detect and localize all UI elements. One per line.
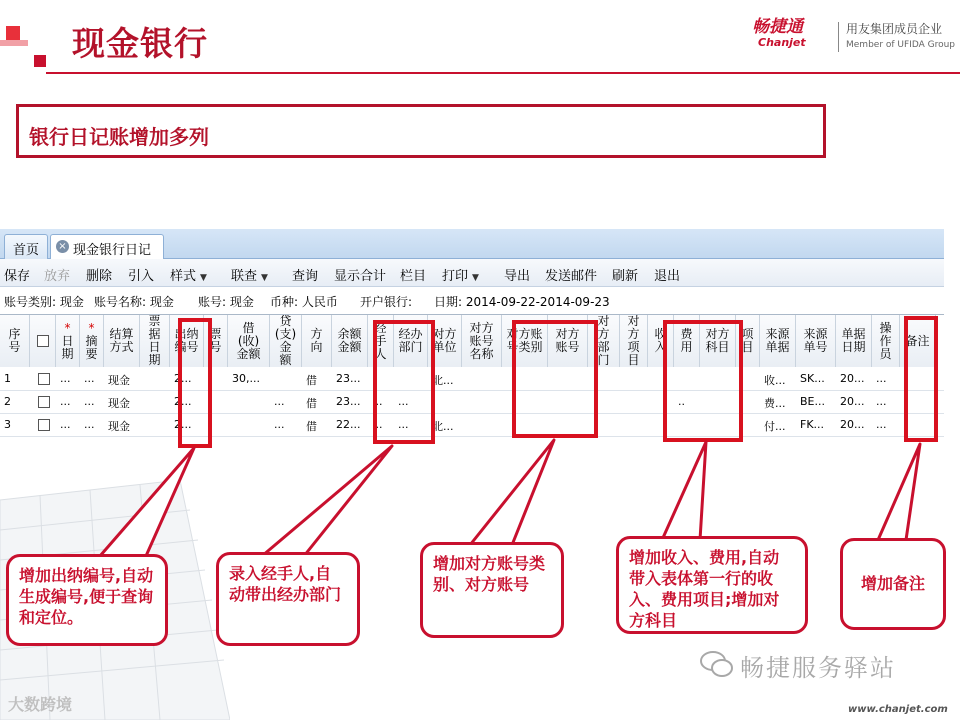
- cell-direction[interactable]: 借: [306, 374, 317, 387]
- column-header-label: 对方账号类别: [506, 327, 543, 354]
- brand-name-cn: 畅捷通: [752, 17, 803, 37]
- column-header-label: 操作员: [879, 320, 892, 361]
- footer-url: www.chanjet.com: [848, 704, 948, 715]
- column-header-label: 经办部门: [398, 327, 423, 354]
- cell-settle[interactable]: 现金: [108, 420, 130, 433]
- show-total-button[interactable]: 显示合计: [334, 269, 387, 284]
- cell-settle[interactable]: 现金: [108, 374, 130, 387]
- cell-src_doc[interactable]: 费...: [764, 397, 786, 410]
- column-header-label: 摘要: [85, 333, 98, 361]
- style-menu-label: 样式: [170, 269, 197, 284]
- cell-handler_dept[interactable]: ...: [398, 418, 409, 431]
- column-header-label: 来源单号: [803, 327, 828, 354]
- cell-src_doc[interactable]: 付...: [764, 420, 786, 433]
- column-header-label: 经手人: [374, 320, 387, 361]
- column-header-label: 项目: [741, 327, 754, 354]
- cell-debit[interactable]: 30,...: [232, 372, 260, 385]
- column-header-label: 余额金额: [337, 327, 362, 354]
- watermark-left: 大数跨境: [8, 695, 73, 714]
- brand-tagline-en: Member of UFIDA Group: [846, 40, 956, 50]
- caret-down-icon: ▼: [261, 273, 268, 283]
- cell-date[interactable]: ...: [60, 418, 71, 431]
- cell-src_no[interactable]: BE...: [800, 395, 825, 408]
- cell-operator[interactable]: ...: [876, 418, 887, 431]
- cell-src_no[interactable]: SK...: [800, 372, 825, 385]
- column-header-label: 对方账号: [555, 327, 580, 354]
- cell-date[interactable]: ...: [60, 372, 71, 385]
- tab-cash-bank-journal-label: 现金银行日记: [73, 243, 152, 258]
- cell-direction[interactable]: 借: [306, 420, 317, 433]
- brand-tagline-cn: 用友集团成员企业: [846, 22, 943, 36]
- column-header-label: 对方单位: [432, 327, 457, 354]
- import-button[interactable]: 引入: [128, 269, 155, 284]
- column-header-label: 对方项目: [627, 315, 640, 367]
- watermark-right: 畅捷服务驿站: [740, 654, 896, 682]
- cell-balance[interactable]: 23...: [336, 395, 361, 408]
- currency: 币种: 人民币: [270, 295, 338, 309]
- brand-name-en: Chanjet: [758, 36, 806, 49]
- column-header-label: 日期: [61, 333, 74, 361]
- discard-button[interactable]: 放弃: [44, 269, 71, 284]
- wechat-icon: [700, 650, 734, 678]
- tab-home[interactable]: 首页: [4, 234, 48, 259]
- column-header-label: 出纳编号: [174, 327, 199, 354]
- cell-direction[interactable]: 借: [306, 397, 317, 410]
- save-button[interactable]: 保存: [4, 269, 31, 284]
- required-marker: *: [64, 320, 71, 335]
- cell-doc_date[interactable]: 20...: [840, 372, 865, 385]
- column-header-label: 票据日期: [148, 315, 161, 367]
- delete-button[interactable]: 删除: [86, 269, 113, 284]
- cell-balance[interactable]: 23...: [336, 372, 361, 385]
- column-header-label: 贷(支)金额: [274, 315, 297, 367]
- print-menu-label: 打印: [442, 269, 469, 284]
- cell-seq[interactable]: 1: [4, 372, 11, 385]
- cell-cp_unit[interactable]: 北...: [432, 374, 454, 387]
- column-header-label: 方向: [310, 327, 323, 354]
- column-header-label: 序号: [8, 327, 21, 354]
- cell-expense[interactable]: ..: [678, 395, 685, 408]
- required-marker: *: [88, 320, 95, 335]
- column-header-label: 收入: [654, 327, 667, 354]
- column-header-label: 对方部门: [597, 315, 610, 367]
- cell-summary[interactable]: ...: [84, 395, 95, 408]
- callout-handler: 录入经手人,自动带出经办部门: [216, 552, 360, 646]
- cell-doc_date[interactable]: 20...: [840, 418, 865, 431]
- cell-seq[interactable]: 2: [4, 395, 11, 408]
- column-header-label: 票号: [209, 327, 222, 354]
- cell-cashier_no[interactable]: 2...: [174, 372, 192, 385]
- cell-src_doc[interactable]: 收...: [764, 374, 786, 387]
- column-header-label: 来源单据: [765, 327, 790, 354]
- callout-counterparty-account: 增加对方账号类别、对方账号: [420, 542, 564, 638]
- caret-down-icon: ▼: [472, 273, 479, 283]
- cell-summary[interactable]: ...: [84, 418, 95, 431]
- account-name: 账号名称: 现金: [94, 295, 174, 309]
- cell-operator[interactable]: ...: [876, 372, 887, 385]
- cell-date[interactable]: ...: [60, 395, 71, 408]
- columns-button[interactable]: 栏目: [400, 269, 427, 284]
- callout-remark: 增加备注: [840, 538, 946, 630]
- column-header-label: 单据日期: [841, 327, 866, 354]
- cell-balance[interactable]: 22...: [336, 418, 361, 431]
- cell-credit[interactable]: ...: [274, 395, 285, 408]
- column-header-label: 结算方式: [109, 327, 134, 354]
- slide-title: 现金银行: [72, 24, 208, 63]
- cell-doc_date[interactable]: 20...: [840, 395, 865, 408]
- callout-cashier-no: 增加出纳编号,自动生成编号,便于查询和定位。: [6, 554, 168, 646]
- send-mail-button[interactable]: 发送邮件: [545, 269, 598, 284]
- link-query-menu-label: 联查: [231, 269, 258, 284]
- column-header-label: 借(收)金额: [236, 320, 261, 361]
- slide-subtitle: 银行日记账增加多列: [29, 125, 209, 149]
- account-type: 账号类别: 现金: [4, 295, 84, 309]
- cell-handler[interactable]: ...: [372, 395, 383, 408]
- cell-settle[interactable]: 现金: [108, 397, 130, 410]
- column-header-label: 对方科目: [705, 327, 730, 354]
- export-button[interactable]: 导出: [504, 269, 531, 284]
- cell-handler_dept[interactable]: ...: [398, 395, 409, 408]
- cell-cp_unit[interactable]: 北...: [432, 420, 454, 433]
- column-header-label: 对方账号名称: [469, 320, 494, 361]
- exit-button[interactable]: 退出: [654, 269, 681, 284]
- cell-summary[interactable]: ...: [84, 372, 95, 385]
- column-header-label: 备注: [905, 333, 930, 348]
- query-button[interactable]: 查询: [292, 269, 319, 284]
- column-header-label: 费用: [680, 327, 693, 354]
- account-no: 账号: 现金: [198, 295, 254, 309]
- cell-operator[interactable]: ...: [876, 395, 887, 408]
- caret-down-icon: ▼: [200, 273, 207, 283]
- bank: 开户银行:: [360, 295, 413, 309]
- cell-cashier_no[interactable]: 2...: [174, 395, 192, 408]
- date-range: 日期: 2014-09-22-2014-09-23: [434, 295, 610, 309]
- cell-handler[interactable]: ...: [372, 418, 383, 431]
- cell-credit[interactable]: ...: [274, 418, 285, 431]
- callout-income-expense: 增加收入、费用,自动带入表体第一行的收入、费用项目;增加对方科目: [616, 536, 808, 634]
- cell-cashier_no[interactable]: 2...: [174, 418, 192, 431]
- refresh-button[interactable]: 刷新: [612, 269, 639, 284]
- close-icon[interactable]: ×: [56, 240, 69, 253]
- cell-src_no[interactable]: FK...: [800, 418, 825, 431]
- cell-seq[interactable]: 3: [4, 418, 11, 431]
